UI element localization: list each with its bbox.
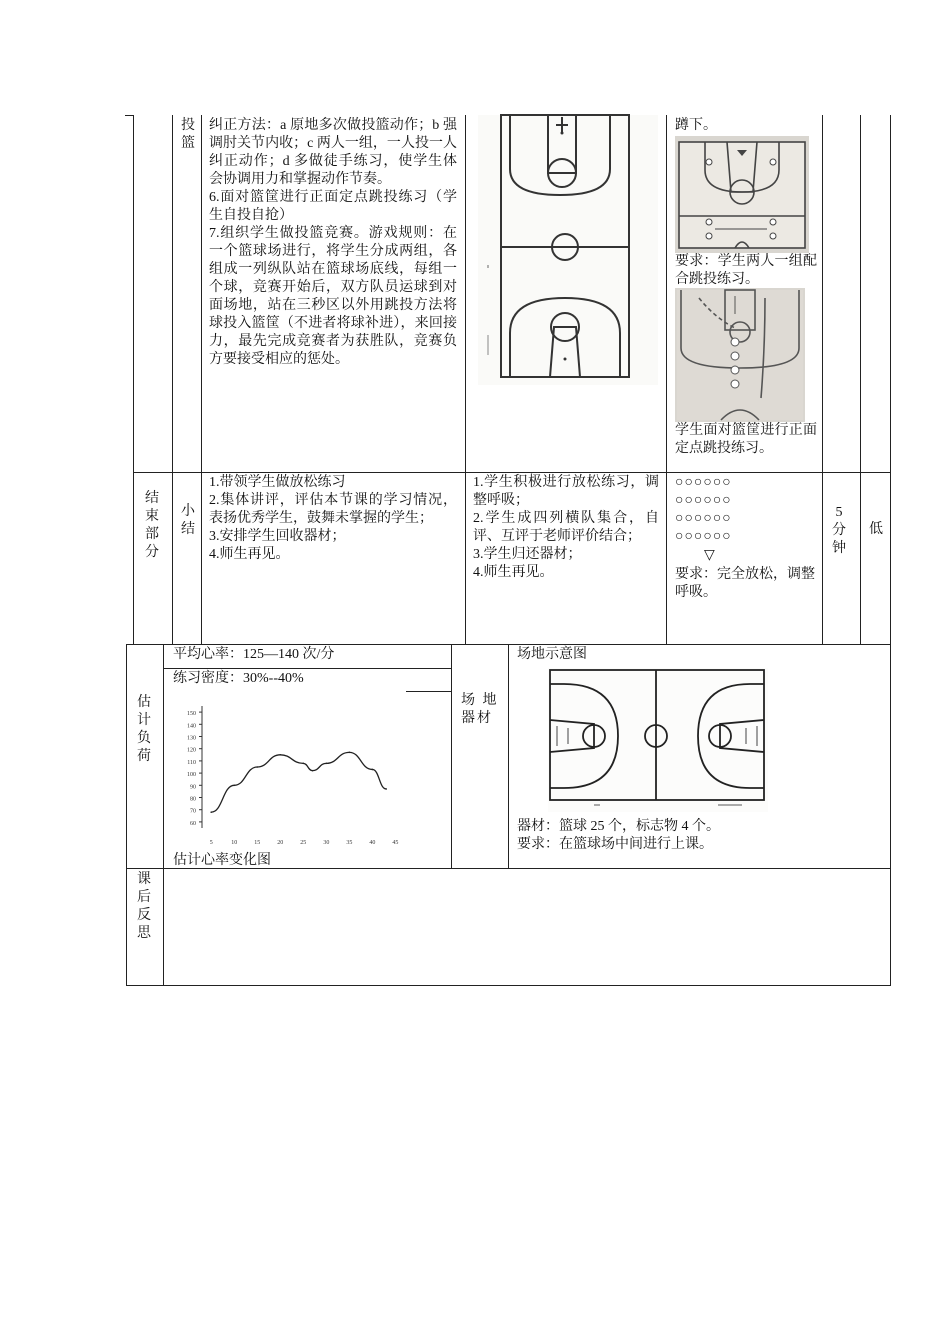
y-tick-label: 130 (187, 735, 196, 742)
y-tick-label: 90 (190, 784, 196, 791)
x-tick-label: 25 (300, 840, 307, 846)
intensity-value: 低 (869, 522, 883, 537)
sub-label-summary: 小结 (181, 504, 195, 537)
formation-row: ○○○○○○ (675, 475, 732, 490)
venue-label: 场 地器材 (461, 693, 499, 726)
heart-rate-point (233, 785, 235, 787)
org-requirement-relax: 要求：完全放松，调整呼吸。 (675, 567, 815, 600)
x-tick-label: 5 (209, 840, 213, 846)
equipment-text: 器材：篮球 25 个，标志物 4 个。 (517, 819, 720, 834)
heart-rate-point (279, 754, 281, 756)
y-tick-label: 80 (190, 796, 196, 803)
x-tick-label: 40 (369, 840, 376, 846)
heart-rate-point (210, 811, 212, 813)
time-value: 5分钟 (832, 505, 846, 556)
exercise-density: 练习密度：30%--40% (173, 671, 304, 686)
x-tick-label: 35 (346, 840, 353, 846)
heart-rate-point (326, 763, 328, 765)
heart-rate-chart (168, 700, 408, 850)
formation-row: ○○○○○○ (675, 529, 732, 544)
y-tick-label: 100 (187, 772, 196, 779)
y-tick-label: 140 (187, 723, 196, 730)
y-tick-label: 110 (187, 759, 196, 766)
reflection-content[interactable] (172, 872, 882, 980)
venue-requirement: 要求：在篮球场中间进行上课。 (517, 837, 713, 852)
y-tick-label: 120 (187, 747, 196, 754)
formation-row: ○○○○○○ (675, 511, 732, 526)
jump-shot-practice-photo (675, 288, 805, 422)
x-tick-label: 45 (392, 840, 399, 846)
heart-rate-point (385, 788, 387, 790)
teacher-activities: 1.带领学生做放松练习 2.集体讲评，评估本节课的学习情况，表扬优秀学生，鼓舞未掌握的学生； 3.安排学生回收器材； 4.师生再见。 (209, 475, 457, 562)
heart-rate-line (211, 752, 386, 812)
pair-practice-photo (675, 136, 809, 253)
heart-rate-point (256, 766, 258, 768)
sub-label-shooting: 投篮 (181, 118, 195, 151)
y-tick-label: 60 (190, 820, 196, 827)
x-tick-label: 15 (254, 840, 261, 846)
venue-court-diagram (548, 668, 768, 812)
org-caption-face-basket: 学生面对篮筐进行正面定点跳投练习。 (675, 423, 817, 456)
chart-caption: 估计心率变化图 (173, 853, 271, 868)
section-label-ending: 结束部分 (145, 491, 159, 560)
teaching-content: 纠正方法：a 原地多次做投篮动作；b 强调肘关节内收；c 两人一组，一人投一人纠正动作；d 多做徒手练习，使学生体会协调用力和掌握动作节奏。 6.面对篮筐进行正面定点跳投练习（学生自投自抢） 7.组织学生做投篮竞赛。游戏规则：在一个篮球场进行，将学生分成两组，各组成一列纵队站在篮球场底线，每组一个球，竞赛开始后，双方队员运球到对面场地，站在三秒区以外用跳投方法将球投入篮筐（不进者将球补进），来回接力，最先完成竞赛者为获胜队，竞赛负方要接受相应的惩处。 (209, 118, 457, 367)
org-top-text: 蹲下。 (675, 118, 717, 133)
avg-heart-rate: 平均心率：125—140 次/分 (173, 647, 335, 662)
full-court-diagram (478, 115, 658, 385)
reflection-label: 课后反思 (137, 872, 151, 941)
heart-rate-point (349, 752, 351, 754)
x-tick-label: 10 (231, 840, 238, 846)
student-activities: 1.学生积极进行放松练习，调整呼吸； 2.学生成四列横队集合，自评、互评于老师评价结合； 3.学生归还器材； 4.师生再见。 (473, 475, 659, 580)
heart-rate-point (312, 770, 314, 772)
org-caption-pair: 要求：学生两人一组配合跳投练习。 (675, 254, 817, 287)
heart-rate-point (303, 763, 305, 765)
y-tick-label: 150 (187, 711, 196, 718)
load-label: 估计负荷 (137, 695, 151, 764)
y-tick-label: 70 (190, 808, 196, 815)
x-tick-label: 30 (323, 840, 330, 846)
formation-row: ○○○○○○ (675, 493, 732, 508)
teacher-position-marker: ▽ (704, 548, 715, 563)
heart-rate-point (372, 769, 374, 771)
venue-title: 场地示意图 (517, 647, 587, 662)
x-tick-label: 20 (277, 840, 284, 846)
